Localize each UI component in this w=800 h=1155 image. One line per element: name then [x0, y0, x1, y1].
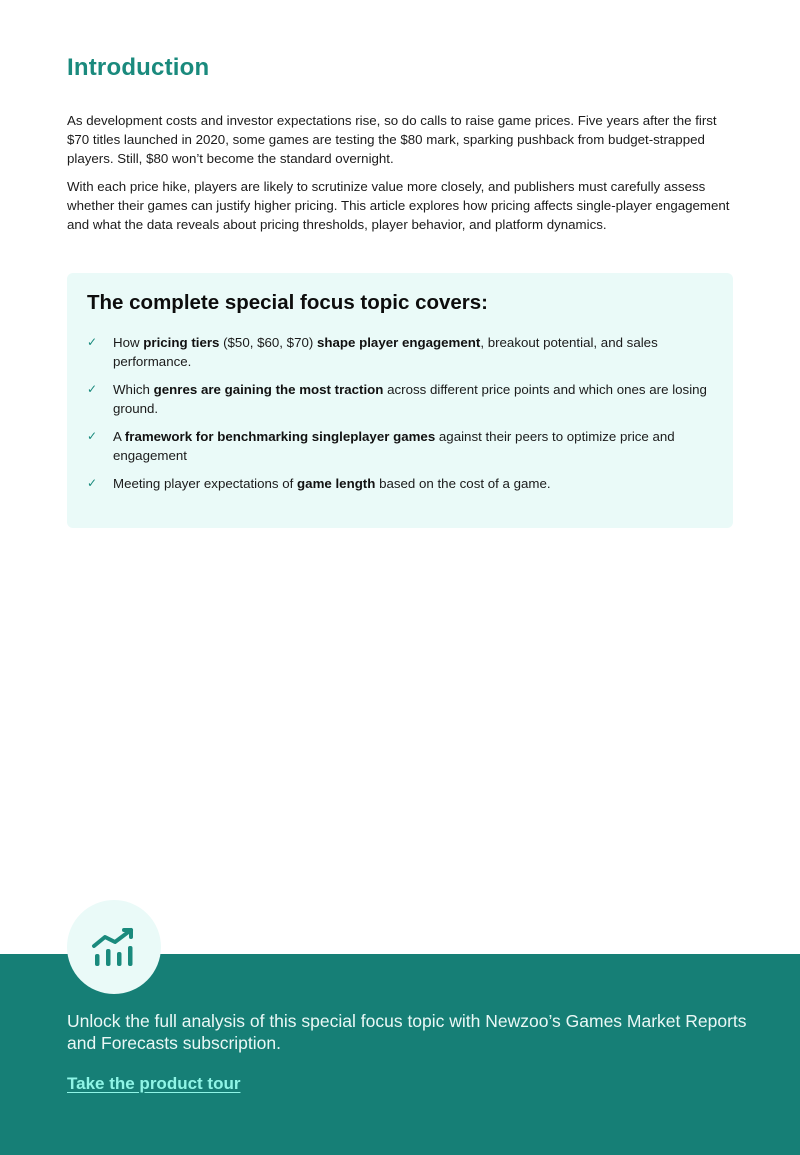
item-text: How [113, 335, 144, 350]
item-bold: shape player engagement [316, 335, 481, 350]
check-icon: ✓ [87, 476, 98, 490]
item-text: , breakout potential, and sales performance. [113, 335, 658, 369]
focus-topic-box [67, 273, 733, 528]
intro-body [67, 111, 733, 243]
item-bold: genres are gaining the most traction [153, 382, 384, 397]
list-item [87, 333, 713, 371]
item-text: A [113, 429, 125, 444]
item-text: ($50, $60, $70) [219, 335, 317, 350]
chart-badge [67, 900, 161, 994]
check-icon: ✓ [87, 335, 98, 349]
focus-title: The complete special focus topic covers: [87, 291, 489, 314]
item-text: based on the cost of a game. [375, 476, 551, 491]
item-bold: game length [297, 476, 376, 491]
intro-paragraph: With each price hike, players are likely to scrutinize value more closely, and publishers must carefully assess whether their games can justify higher pricing. This article explores how pricing affects single-player engagement and what the data reveals about pricing thresholds, player behavior, and platform dynamics. [67, 179, 730, 232]
list-item [87, 474, 713, 493]
item-bold: framework for benchmarking singleplayer games [124, 429, 436, 444]
item-text: Which [113, 382, 154, 397]
list-item [87, 427, 713, 465]
item-text: Meeting player expectations of [113, 476, 298, 491]
chart-growth-icon [91, 927, 137, 967]
intro-paragraph: As development costs and investor expectations rise, so do calls to raise game prices. Five years after the first $70 titles launched in 2020, some games are testing the $80 mark, sparking pushback from budget-strapped players. Still, $80 won’t become the standard overnight. [67, 113, 717, 166]
product-tour-link[interactable]: Take the product tour [67, 1074, 241, 1093]
list-item [87, 380, 713, 418]
check-icon: ✓ [87, 382, 98, 396]
item-bold: pricing tiers [143, 335, 220, 350]
item-text: across different price points and which ones are losing ground. [113, 382, 707, 416]
item-text: against their peers to optimize price and engagement [113, 429, 675, 463]
focus-list [87, 333, 713, 493]
page-title: Introduction [67, 54, 210, 81]
footer-cta-text: Unlock the full analysis of this special focus topic with Newzoo’s Games Market Reports and Forecasts subscription. [67, 1011, 747, 1053]
check-icon: ✓ [87, 429, 98, 443]
